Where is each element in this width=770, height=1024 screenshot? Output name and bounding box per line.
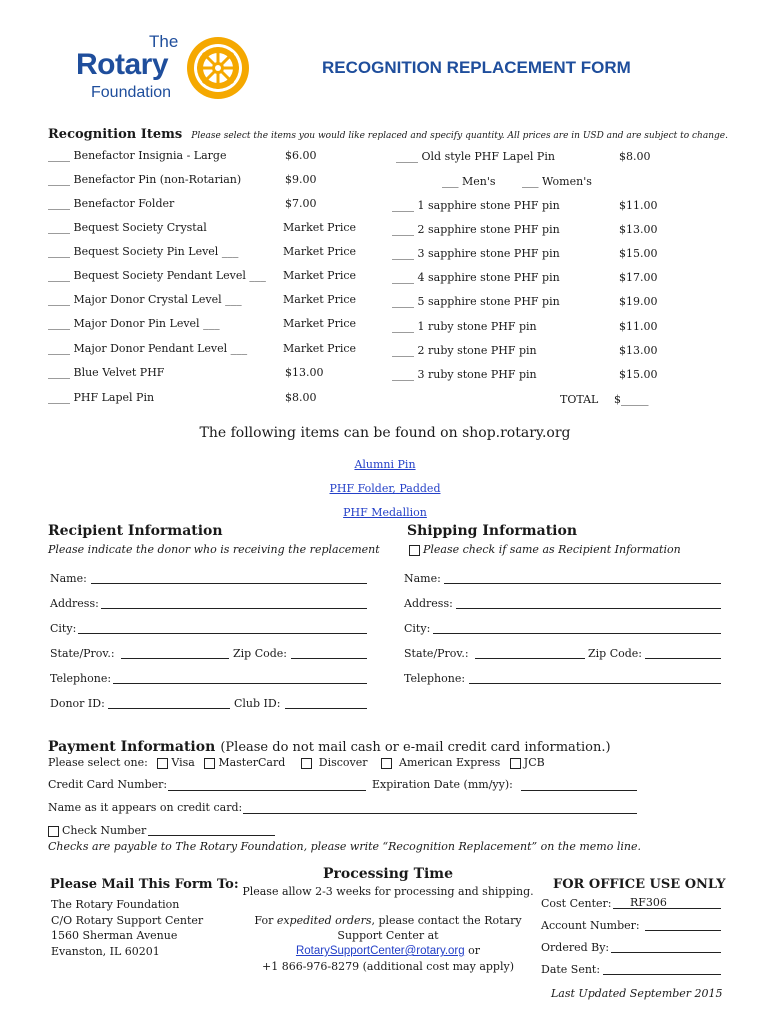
ordered-by-field[interactable] [611, 952, 721, 953]
last-updated: Last Updated September 2015 [551, 987, 723, 1000]
alumni-pin-link[interactable]: Alumni Pin [354, 458, 416, 471]
name-on-card-label: Name as it appears on credit card: [48, 801, 243, 814]
right-item-price: $11.00 [619, 320, 658, 333]
left-item-row[interactable] [48, 221, 207, 234]
mastercard-checkbox[interactable] [204, 758, 215, 769]
left-item-label: ____ Blue Velvet PHF [48, 366, 165, 379]
shipping-address-label: Address: [404, 597, 453, 610]
check-number-field[interactable] [148, 835, 275, 836]
left-item-price: Market Price [283, 317, 357, 330]
right-item-label: ____ 1 ruby stone PHF pin [392, 320, 537, 333]
shipping-zip-field[interactable] [645, 658, 721, 659]
left-item-row[interactable] [48, 149, 226, 162]
left-item-label: ____ Benefactor Folder [48, 197, 175, 210]
phf-medallion-link[interactable]: PHF Medallion [343, 506, 427, 519]
shipping-zip-label: Zip Code: [588, 647, 642, 660]
expedite-line [240, 914, 536, 927]
mail-line-2: C/O Rotary Support Center [51, 913, 204, 927]
mastercard-label: MasterCard [218, 756, 286, 769]
recognition-items-note: Please select the items you would like replaced and specify quantity. All prices are in USD and are subject to change. [191, 131, 728, 141]
jcb-option[interactable] [510, 756, 545, 769]
recipient-zip-label: Zip Code: [233, 647, 287, 660]
right-item-price: $19.00 [619, 295, 658, 308]
right-item-row[interactable] [392, 320, 537, 333]
recipient-telephone-field[interactable] [113, 683, 367, 684]
right-item-label: ____ 3 ruby stone PHF pin [392, 368, 537, 381]
mail-address [51, 897, 203, 959]
recognition-items-header [48, 123, 728, 142]
expedite-italic: expedited orders [276, 914, 372, 927]
rotary-foundation-logo [76, 30, 256, 110]
check-number-row[interactable] [48, 824, 146, 837]
left-item-row[interactable] [48, 197, 174, 210]
logo-the: The [149, 32, 179, 51]
right-item-label: ____ 1 sapphire stone PHF pin [392, 199, 560, 212]
left-item-label: ____ Major Donor Pin Level ___ [48, 317, 220, 330]
date-sent-field[interactable] [603, 974, 721, 975]
right-item-row[interactable] [392, 199, 560, 212]
left-item-label: ____ Major Donor Pendant Level ___ [48, 342, 248, 355]
left-item-row[interactable] [48, 391, 154, 404]
shipping-state-label: State/Prov.: [404, 647, 469, 660]
amex-label: American Express [399, 756, 501, 769]
recipient-state-field[interactable] [121, 658, 229, 659]
recipient-telephone-label: Telephone: [50, 672, 112, 685]
club-id-field[interactable] [285, 708, 367, 709]
left-item-price: Market Price [283, 269, 357, 282]
jcb-checkbox[interactable] [510, 758, 521, 769]
support-email-link[interactable]: RotarySupportCenter@rotary.org [295, 945, 465, 957]
account-number-field[interactable] [645, 930, 721, 931]
cc-number-label: Credit Card Number: [48, 778, 168, 791]
check-number-label: Check Number [62, 824, 147, 837]
mail-line-3: 1560 Sherman Avenue [51, 929, 178, 942]
left-item-price: $8.00 [285, 391, 317, 404]
shipping-name-field[interactable] [444, 583, 721, 584]
left-item-price: Market Price [283, 221, 357, 234]
date-sent-label: Date Sent: [541, 963, 601, 976]
left-item-row[interactable] [48, 366, 164, 379]
shipping-telephone-label: Telephone: [404, 672, 466, 685]
right-item-label: ____ 2 ruby stone PHF pin [392, 344, 537, 357]
rotary-wheel-icon [184, 34, 252, 102]
same-as-recipient-checkbox[interactable] [409, 545, 420, 556]
left-item-price: $7.00 [285, 197, 317, 210]
recipient-note: Please indicate the donor who is receiving the replacement [48, 543, 380, 556]
card-select-row [48, 756, 545, 769]
right-item-price: $13.00 [619, 344, 658, 357]
payment-heading-note: (Please do not mail cash or e-mail credit card information.) [220, 740, 611, 755]
visa-checkbox[interactable] [157, 758, 168, 769]
shop-link-wrap-3 [0, 501, 770, 520]
check-note: Checks are payable to The Rotary Foundation, please write “Recognition Replacement” on the memo line. [48, 840, 641, 853]
logo-foundation: Foundation [91, 84, 172, 101]
cc-number-field[interactable] [168, 790, 366, 791]
left-item-label: ____ PHF Lapel Pin [48, 391, 155, 404]
left-item-row[interactable] [48, 293, 242, 306]
shipping-heading: Shipping Information [407, 523, 577, 539]
shipping-address-field[interactable] [456, 608, 721, 609]
donor-id-field[interactable] [108, 708, 230, 709]
total-label: TOTAL [560, 393, 599, 406]
left-item-price: $6.00 [285, 149, 317, 162]
old-style-pin-row[interactable] [396, 150, 555, 163]
right-item-price: $17.00 [619, 271, 658, 284]
phf-folder-link[interactable]: PHF Folder, Padded [329, 482, 441, 495]
left-item-price: $9.00 [285, 173, 317, 186]
shipping-city-label: City: [404, 622, 431, 635]
right-item-row[interactable] [392, 271, 560, 284]
mail-heading: Please Mail This Form To: [50, 877, 239, 892]
support-phone: +1 866-976-8279 (additional cost may apply) [261, 960, 514, 973]
processing-heading: Processing Time [322, 866, 454, 882]
left-item-label: ____ Benefactor Insignia - Large [48, 149, 227, 162]
left-item-label: ____ Major Donor Crystal Level ___ [48, 293, 242, 306]
discover-option[interactable] [301, 756, 368, 769]
mens-option[interactable]: ___ Men's [442, 175, 496, 188]
left-item-row[interactable] [48, 317, 220, 330]
donor-id-label: Donor ID: [50, 697, 105, 710]
discover-label: Discover [318, 756, 368, 769]
left-item-label: ____ Bequest Society Pin Level ___ [48, 245, 239, 258]
visa-option[interactable] [157, 756, 194, 769]
name-on-card-field[interactable] [243, 813, 637, 814]
recipient-address-field[interactable] [101, 608, 367, 609]
expiration-field[interactable] [521, 790, 637, 791]
logo-rotary: Rotary [76, 48, 169, 81]
left-item-price: $13.00 [285, 366, 324, 379]
shop-heading: The following items can be found on shop.rotary.org [199, 425, 571, 441]
club-id-label: Club ID: [234, 697, 281, 710]
old-style-pin-price: $8.00 [619, 150, 651, 163]
payment-heading: Payment Information [48, 739, 216, 755]
recipient-city-field[interactable] [78, 633, 367, 634]
right-item-row[interactable] [392, 223, 560, 236]
recipient-state-label: State/Prov.: [50, 647, 115, 660]
right-item-label: ____ 2 sapphire stone PHF pin [392, 223, 560, 236]
account-number-label: Account Number: [541, 919, 640, 932]
recipient-name-label: Name: [50, 572, 87, 585]
shipping-state-field[interactable] [475, 658, 585, 659]
check-checkbox[interactable] [48, 826, 59, 837]
amex-option[interactable] [381, 756, 500, 769]
right-item-label: ____ 4 sapphire stone PHF pin [392, 271, 560, 284]
amex-checkbox[interactable] [381, 758, 392, 769]
recipient-address-label: Address: [50, 597, 99, 610]
recipient-city-label: City: [50, 622, 77, 635]
expedite-b: , please contact the Rotary [371, 914, 522, 927]
total-value[interactable]: $_____ [614, 393, 649, 406]
card-select-label: Please select one: [48, 756, 148, 769]
recipient-heading: Recipient Information [48, 523, 223, 539]
payment-header [48, 736, 611, 755]
left-item-row[interactable] [48, 269, 266, 282]
recognition-items-heading: Recognition Items [48, 127, 183, 142]
cost-center-value: RF306 [630, 896, 667, 909]
discover-checkbox[interactable] [301, 758, 312, 769]
right-item-row[interactable] [392, 295, 560, 308]
left-item-label: ____ Bequest Society Pendant Level ___ [48, 269, 266, 282]
old-style-pin-label: ____ Old style PHF Lapel Pin [396, 150, 555, 163]
right-item-price: $15.00 [619, 368, 658, 381]
shipping-name-label: Name: [404, 572, 441, 585]
right-item-label: ____ 5 sapphire stone PHF pin [392, 295, 560, 308]
ordered-by-label: Ordered By: [541, 941, 610, 954]
left-item-row[interactable] [48, 342, 247, 355]
shipping-telephone-field[interactable] [469, 683, 721, 684]
left-item-price: Market Price [283, 245, 357, 258]
email-line [240, 944, 536, 957]
cost-center-label: Cost Center: [541, 897, 612, 910]
same-as-recipient-label: Please check if same as Recipient Information [423, 543, 681, 556]
shop-link-wrap-2 [0, 477, 770, 496]
mail-line-4: Evanston, IL 60201 [51, 944, 160, 958]
processing-line-3: Support Center at [337, 929, 439, 942]
processing-line-1: Please allow 2-3 weeks for processing and shipping. [242, 885, 534, 898]
left-item-label: ____ Bequest Society Crystal [48, 221, 207, 234]
expedite-a: For [254, 914, 277, 927]
left-item-label: ____ Benefactor Pin (non-Rotarian) [48, 173, 242, 186]
right-item-row[interactable] [392, 247, 560, 260]
womens-option[interactable]: ___ Women's [522, 175, 592, 188]
left-item-row[interactable] [48, 245, 238, 258]
email-or: or [468, 944, 481, 957]
shipping-city-field[interactable] [433, 633, 721, 634]
jcb-label: JCB [523, 756, 545, 769]
right-item-row[interactable] [392, 368, 537, 381]
recipient-name-field[interactable] [91, 583, 367, 584]
left-item-price: Market Price [283, 293, 357, 306]
right-item-price: $15.00 [619, 247, 658, 260]
right-item-price: $13.00 [619, 223, 658, 236]
mastercard-option[interactable] [204, 756, 285, 769]
form-title: RECOGNITION REPLACEMENT FORM [322, 58, 631, 77]
left-item-row[interactable] [48, 173, 241, 186]
shop-link-wrap-1 [0, 453, 770, 472]
left-item-price: Market Price [283, 342, 357, 355]
recipient-zip-field[interactable] [291, 658, 367, 659]
same-as-recipient-row[interactable] [409, 543, 681, 556]
office-heading: FOR OFFICE USE ONLY [553, 877, 726, 892]
right-item-price: $11.00 [619, 199, 658, 212]
expiration-label: Expiration Date (mm/yy): [372, 778, 513, 791]
right-item-row[interactable] [392, 344, 537, 357]
visa-label: Visa [171, 756, 195, 769]
right-item-label: ____ 3 sapphire stone PHF pin [392, 247, 560, 260]
mail-line-1: The Rotary Foundation [51, 898, 180, 911]
